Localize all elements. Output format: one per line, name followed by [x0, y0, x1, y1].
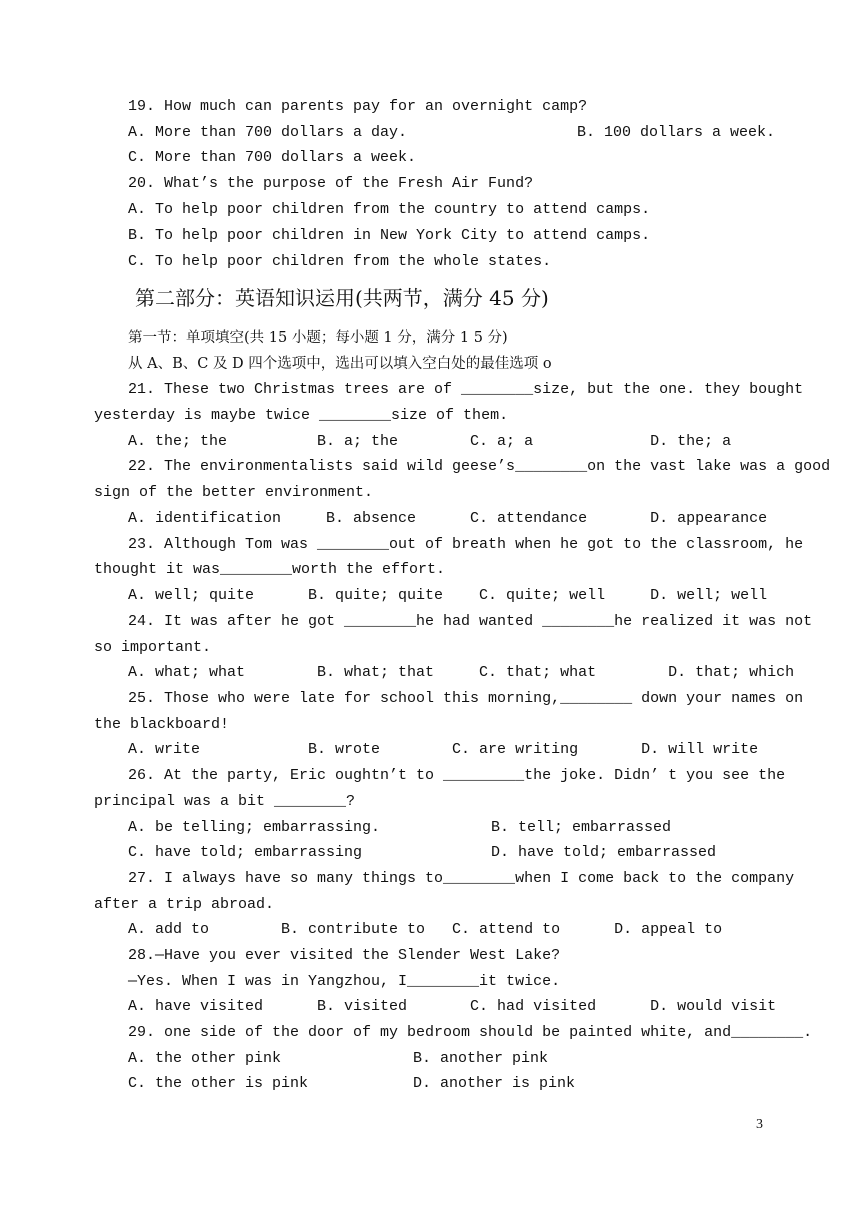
subsection-title: 第一节：单项填空(共 15 小题；每小题 1 分，满分 1 5 分)	[128, 330, 508, 346]
question-19: 19. How much can parents pay for an overnight camp?	[128, 98, 588, 115]
option-19b: B. 100 dollars a week.	[577, 124, 776, 141]
option-19c: C. More than 700 dollars a week.	[128, 149, 417, 166]
instructions: 从 A、B、C 及 D 四个选项中，选出可以填入空白处的最佳选项 o	[128, 356, 552, 372]
question-23: 23. Although Tom was ________out of breath when he got to the classroom, he	[128, 536, 804, 553]
question-27: 27. I always have so many things to________when I come back to the company	[128, 870, 795, 887]
options-28: A. have visited B. visited C. had visited D. would visit	[128, 998, 777, 1015]
option-20a: A. To help poor children from the country to attend camps.	[128, 201, 651, 218]
section-heading: 第二部分：英语知识运用(共两节，满分 45 分)	[135, 286, 549, 310]
option-26b: B. tell; embarrassed	[491, 819, 672, 836]
question-24: 24. It was after he got ________he had wanted ________he realized it was not	[128, 613, 813, 630]
option-20b: B. To help poor children in New York City to attend camps.	[128, 227, 651, 244]
option-29b: B. another pink	[413, 1050, 549, 1067]
question-20: 20. What’s the purpose of the Fresh Air Fund?	[128, 175, 534, 192]
option-29c: C. the other is pink	[128, 1075, 309, 1092]
options-27: A. add to B. contribute to C. attend to D. appeal to	[128, 921, 723, 938]
question-23-cont: thought it was________worth the effort.	[94, 561, 446, 578]
option-29a: A. the other pink	[128, 1050, 282, 1067]
option-20c: C. To help poor children from the whole states.	[128, 253, 552, 270]
option-26c: C. have told; embarrassing	[128, 844, 363, 861]
question-29: 29. one side of the door of my bedroom should be painted white, and________.	[128, 1024, 813, 1041]
question-24-cont: so important.	[94, 639, 212, 656]
option-29d: D. another is pink	[413, 1075, 576, 1092]
options-24: A. what; what B. what; that C. that; what D. that; which	[128, 664, 795, 681]
question-25: 25. Those who were late for school this morning,________ down your names on	[128, 690, 804, 707]
options-22: A. identification B. absence C. attendance D. appearance	[128, 510, 768, 527]
page-number: 3	[756, 1117, 763, 1132]
options-25: A. write B. wrote C. are writing D. will write	[128, 741, 759, 758]
option-19a: A. More than 700 dollars a day.	[128, 124, 408, 141]
option-26a: A. be telling; embarrassing.	[128, 819, 381, 836]
question-26: 26. At the party, Eric oughtn’t to _________the joke. Didn’ t you see the	[128, 767, 786, 784]
options-23: A. well; quite B. quite; quite C. quite; well D. well; well	[128, 587, 768, 604]
question-28-reply: —Yes. When I was in Yangzhou, I________it twice.	[128, 973, 561, 990]
question-25-cont: the blackboard!	[94, 716, 230, 733]
question-22: 22. The environmentalists said wild geese’s________on the vast lake was a good	[128, 458, 831, 475]
question-22-cont: sign of the better environment.	[94, 484, 374, 501]
question-21: 21. These two Christmas trees are of ________size, but the one. they bought	[128, 381, 804, 398]
option-26d: D. have told; embarrassed	[491, 844, 717, 861]
question-27-cont: after a trip abroad.	[94, 896, 275, 913]
options-21: A. the; the B. a; the C. a; a D. the; a	[128, 433, 732, 450]
question-28: 28.—Have you ever visited the Slender West Lake?	[128, 947, 561, 964]
question-26-cont: principal was a bit ________?	[94, 793, 356, 810]
question-21-cont: yesterday is maybe twice ________size of them.	[94, 407, 509, 424]
